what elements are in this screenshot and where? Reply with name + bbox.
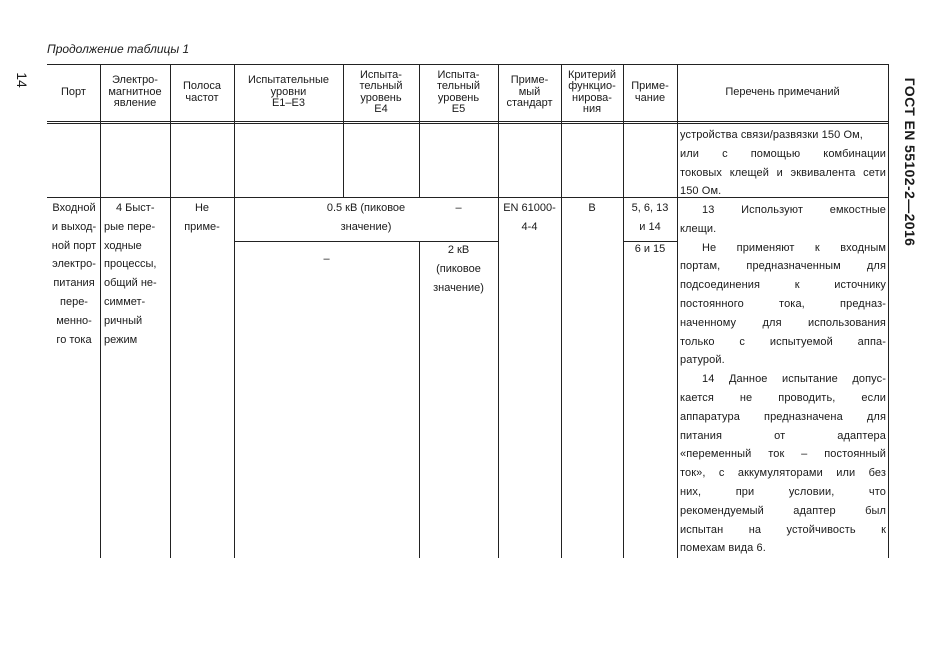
note-line: ток», с аккумуляторами или без: [680, 467, 886, 480]
header-notes-list: Перечень примечаний: [725, 85, 840, 98]
level-e5-lower-value: 2 кВ (пиковое значение): [433, 244, 484, 294]
note-line: токовых клещей и эквивалента сети: [680, 166, 886, 179]
table-caption: Продолжение таблицы 1: [47, 42, 190, 56]
note-line: ратурой.: [680, 354, 725, 367]
note-line: помехам вида 6.: [680, 542, 766, 555]
levels-e1-e4-lower-value: –: [323, 253, 330, 265]
note-line: постоянного тока, предназ-: [680, 297, 886, 310]
note-line: аппаратура предназначена для: [680, 410, 886, 423]
note-line: «переменный ток – постоянный: [680, 448, 886, 461]
header-phenomenon: Электро- магнитное явление: [108, 74, 162, 110]
note-line: рекомендуемый адаптер был: [680, 504, 886, 517]
levels-e1-e4-upper-value: 0.5 кВ (пиковое значение): [326, 202, 406, 233]
header-level-e5: Испыта- тельный уровень Е5: [437, 68, 480, 115]
note-line: 13 Используют емкостные: [702, 204, 886, 216]
continuation-table: [47, 64, 889, 558]
header-standard: Приме- мый стандарт: [506, 74, 553, 110]
remark-upper-cell: 5, 6, 13 и 14: [631, 202, 669, 233]
note-line: подсоединения к источнику: [680, 279, 886, 292]
note-line: питания от адаптера: [680, 429, 886, 442]
frequency-band-cell: Не приме-: [184, 202, 220, 233]
note-line: Не применяют к входным: [702, 241, 886, 254]
header-level-e4: Испыта- тельный уровень Е4: [359, 68, 403, 115]
continued-notes: [680, 126, 886, 201]
criterion-cell: B: [588, 202, 596, 214]
header-remark: Приме- чание: [631, 80, 669, 104]
notes-list-cell: [680, 201, 886, 558]
header-criterion: Критерий функцио- нирова- ния: [567, 68, 617, 115]
header-levels-e1-e3: Испытательные уровни Е1–Е3: [248, 74, 329, 110]
header-band: Полоса частот: [182, 80, 222, 104]
note-line: наченному для использования: [680, 316, 886, 329]
document-designation: ГОСТ EN 55102-2—2016: [902, 77, 918, 247]
note-line: кается не проводить, если: [680, 391, 886, 404]
phenomenon-cell: 4 Быст- рые пере- ходные процессы, общий не- симмет- ричный режим: [104, 202, 157, 346]
note-line: 150 Ом.: [680, 185, 722, 198]
page-number: 14: [14, 72, 30, 88]
standard-cell: EN 61000- 4-4: [503, 202, 556, 233]
note-line: них, при условии, что: [680, 485, 886, 498]
note-line: 14 Данное испытание допус-: [702, 373, 886, 386]
note-line: портам, предназначенным для: [680, 260, 886, 273]
header-port: Порт: [61, 85, 86, 98]
port-cell: Входной и выход- ной порт электро- питания пере- менно- го тока: [51, 202, 97, 346]
note-line: только с испытуемой аппа-: [680, 335, 886, 348]
note-line: испытан на устойчивость к: [680, 523, 886, 536]
note-line: устройства связи/развязки 150 Ом,: [680, 129, 863, 141]
remark-lower-cell: 6 и 15: [634, 243, 666, 255]
note-line: или с помощью комбинации: [680, 147, 886, 160]
level-e5-upper-value: –: [455, 202, 462, 214]
note-line: клещи.: [680, 222, 717, 235]
